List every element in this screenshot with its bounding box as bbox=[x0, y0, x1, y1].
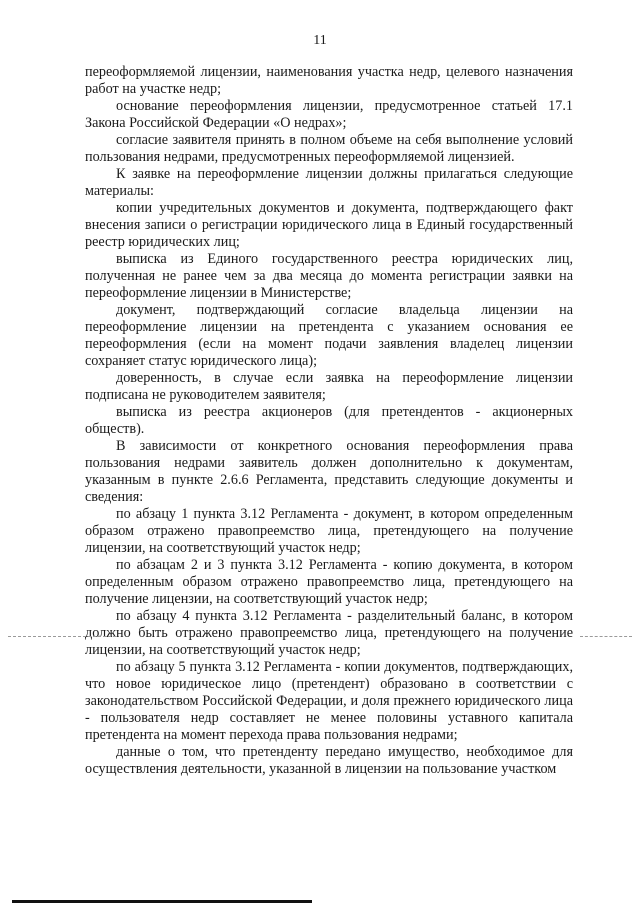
paragraph: В зависимости от конкретного основания переоформления права пользования недрами заявитель должен дополнительно к документам, указанным в пункте 2.6.6 Регламента, представить следующие документы и сведения: bbox=[85, 438, 573, 505]
paragraph: по абзацам 2 и 3 пункта 3.12 Регламента - копию документа, в котором определенным образом отражено правопреемство лица, претендующего на получение лицензии, на соответствующий участок недр; bbox=[85, 557, 573, 607]
paragraph: выписка из Единого государственного реестра юридических лиц, полученная не ранее чем за два месяца до момента регистрации заявки на переоформление лицензии в Министерстве; bbox=[85, 251, 573, 301]
page-number: 11 bbox=[313, 33, 327, 48]
paragraph: по абзацу 5 пункта 3.12 Регламента - копии документов, подтверждающих, что новое юридическое лицо (претендент) образовано в соответствии с законодательством Российской Федерации, и доля прежнего юридического лица - пользователя недр составляет не менее половины уставного капитала претендента на момент перехода права пользования недрами; bbox=[85, 659, 573, 743]
paragraph: данные о том, что претенденту передано имущество, необходимое для осуществления деятельности, указанной в лицензии на пользование участком bbox=[85, 744, 573, 777]
paragraph: по абзацу 1 пункта 3.12 Регламента - документ, в котором определенным образом отражено правопреемство лица, претендующего на получение лицензии, на соответствующий участок недр; bbox=[85, 506, 573, 556]
document-body bbox=[85, 64, 573, 778]
paragraph: основание переоформления лицензии, предусмотренное статьей 17.1 Закона Российской Федерации «О недрах»; bbox=[85, 98, 573, 131]
paragraph: доверенность, в случае если заявка на переоформление лицензии подписана не руководителем заявителя; bbox=[85, 370, 573, 403]
paragraph: копии учредительных документов и документа, подтверждающего факт внесения записи о регистрации юридического лица в Единый государственный реестр юридических лиц; bbox=[85, 200, 573, 250]
paragraph: переоформляемой лицензии, наименования участка недр, целевого назначения работ на участке недр; bbox=[85, 64, 573, 97]
scan-artifact-line bbox=[580, 636, 632, 637]
paragraph: выписка из реестра акционеров (для претендентов - акционерных обществ). bbox=[85, 404, 573, 437]
paragraph: документ, подтверждающий согласие владельца лицензии на переоформление лицензии на претендента с указанием основания ее переоформления (если на момент подачи заявления владелец лицензии сохраняет статус юридического лица); bbox=[85, 302, 573, 369]
scan-artifact-line bbox=[8, 636, 116, 637]
paragraph: согласие заявителя принять в полном объеме на себя выполнение условий пользования недрами, предусмотренных переоформляемой лицензией. bbox=[85, 132, 573, 165]
footer-rule bbox=[12, 900, 312, 903]
paragraph: по абзацу 4 пункта 3.12 Регламента - разделительный баланс, в котором должно быть отражено правопреемство лица, претендующего на получение лицензии, на соответствующий участок недр; bbox=[85, 608, 573, 658]
paragraph: К заявке на переоформление лицензии должны прилагаться следующие материалы: bbox=[85, 166, 573, 199]
